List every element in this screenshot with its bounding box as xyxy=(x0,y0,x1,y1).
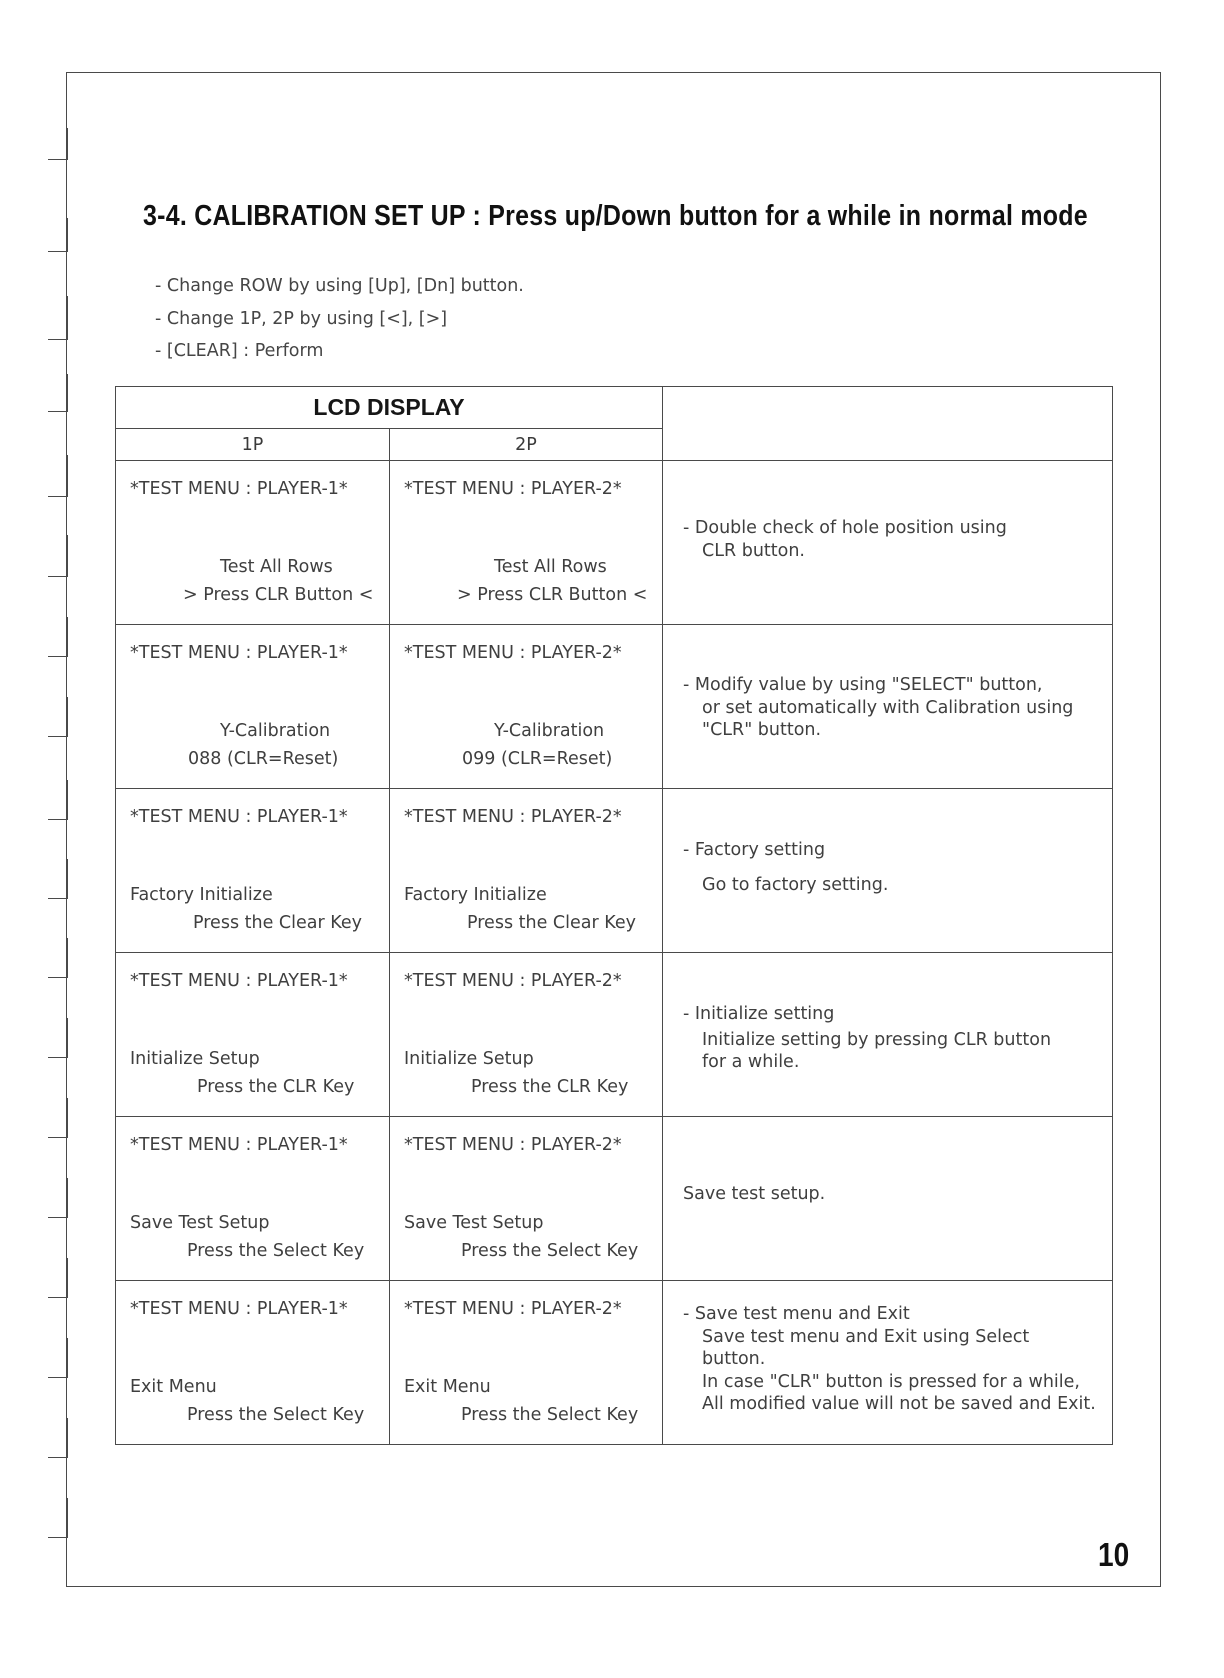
lcd-menu-line: *TEST MENU : PLAYER-1* xyxy=(130,807,348,827)
lcd-cell-2p xyxy=(390,953,663,1117)
lcd-menu-line: *TEST MENU : PLAYER-2* xyxy=(404,807,622,827)
binder-mark xyxy=(48,455,68,497)
instruction-item: - [CLEAR] : Perform xyxy=(155,341,324,361)
lcd-cell-2p xyxy=(390,789,663,953)
description-cell xyxy=(663,461,1113,625)
description-line: - Double check of hole position using xyxy=(683,518,1007,538)
lcd-line-4: 099 (CLR=Reset) xyxy=(462,749,613,769)
description-line: In case "CLR" button is pressed for a while, xyxy=(702,1371,1080,1392)
binder-mark xyxy=(48,1178,68,1218)
lcd-line-3: Exit Menu xyxy=(404,1377,491,1397)
binder-mark xyxy=(48,697,68,737)
lcd-menu-line: *TEST MENU : PLAYER-1* xyxy=(130,1135,348,1155)
table-row xyxy=(116,1117,1113,1281)
lcd-line-4: Press the Select Key xyxy=(187,1241,365,1261)
description-line: button. xyxy=(702,1349,766,1369)
lcd-line-4: Press the CLR Key xyxy=(471,1077,629,1097)
lcd-cell-2p xyxy=(390,1117,663,1281)
lcd-line-3: Test All Rows xyxy=(220,557,333,577)
table-row xyxy=(116,625,1113,789)
page-number: 10 xyxy=(1098,1536,1130,1573)
lcd-menu-line: *TEST MENU : PLAYER-2* xyxy=(404,1299,622,1319)
lcd-cell-2p xyxy=(390,1281,663,1445)
instruction-item: - Change ROW by using [Up], [Dn] button. xyxy=(155,276,524,296)
lcd-line-4: Press the Select Key xyxy=(461,1241,639,1261)
lcd-menu-line: *TEST MENU : PLAYER-1* xyxy=(130,479,348,499)
binder-mark xyxy=(48,1258,68,1298)
lcd-display-table xyxy=(115,386,1113,1445)
lcd-line-4: Press the Clear Key xyxy=(193,913,362,933)
binder-mark xyxy=(48,617,68,657)
binder-mark xyxy=(48,859,68,899)
description-line: - Modify value by using "SELECT" button, xyxy=(683,675,1043,695)
description-cell xyxy=(663,789,1113,953)
description-line: Initialize setting by pressing CLR button xyxy=(702,1029,1052,1050)
description-line: Go to factory setting. xyxy=(702,874,889,895)
lcd-line-4: 088 (CLR=Reset) xyxy=(188,749,339,769)
description-cell xyxy=(663,1117,1113,1281)
description-line: - Initialize setting xyxy=(683,1004,835,1024)
section-title: 3-4. CALIBRATION SET UP : Press up/Down button for a while in normal mode xyxy=(143,200,1088,232)
lcd-line-4: > Press CLR Button < xyxy=(183,585,374,605)
description-line: for a while. xyxy=(702,1052,800,1072)
lcd-cell-2p xyxy=(390,461,663,625)
description-cell xyxy=(663,625,1113,789)
description-line: "CLR" button. xyxy=(702,720,822,740)
description-line: Save test menu and Exit using Select xyxy=(702,1326,1030,1347)
lcd-cell-1p xyxy=(116,789,390,953)
lcd-line-3: Exit Menu xyxy=(130,1377,217,1397)
column-header-2p: 2P xyxy=(390,429,663,461)
lcd-line-4: Press the Select Key xyxy=(187,1405,365,1425)
binder-mark xyxy=(48,1098,68,1138)
binder-mark xyxy=(48,1498,68,1538)
binder-mark xyxy=(48,1418,68,1458)
lcd-cell-2p xyxy=(390,625,663,789)
description-line: - Save test menu and Exit xyxy=(683,1304,910,1324)
table-row xyxy=(116,1281,1113,1445)
lcd-line-4: Press the Clear Key xyxy=(467,913,636,933)
description-header xyxy=(663,387,1113,461)
binder-mark xyxy=(48,296,68,340)
lcd-cell-1p xyxy=(116,1117,390,1281)
description-cell xyxy=(663,953,1113,1117)
lcd-menu-line: *TEST MENU : PLAYER-1* xyxy=(130,643,348,663)
lcd-menu-line: *TEST MENU : PLAYER-1* xyxy=(130,971,348,991)
description-line: Save test setup. xyxy=(683,1184,826,1204)
lcd-cell-1p xyxy=(116,625,390,789)
table-row xyxy=(116,461,1113,625)
lcd-line-3: Save Test Setup xyxy=(130,1213,270,1233)
description-cell xyxy=(663,1281,1113,1445)
lcd-line-3: Save Test Setup xyxy=(404,1213,544,1233)
lcd-line-3: Initialize Setup xyxy=(404,1049,534,1069)
lcd-menu-line: *TEST MENU : PLAYER-2* xyxy=(404,971,622,991)
description-line: All modified value will not be saved and Exit. xyxy=(702,1394,1096,1414)
table-row xyxy=(116,789,1113,953)
lcd-line-4: Press the CLR Key xyxy=(197,1077,355,1097)
column-header-1p: 1P xyxy=(116,429,390,461)
lcd-menu-line: *TEST MENU : PLAYER-2* xyxy=(404,479,622,499)
lcd-menu-line: *TEST MENU : PLAYER-2* xyxy=(404,1135,622,1155)
binder-mark xyxy=(48,780,68,820)
lcd-line-3: Y-Calibration xyxy=(494,721,605,741)
lcd-cell-1p xyxy=(116,461,390,625)
lcd-cell-1p xyxy=(116,953,390,1117)
lcd-line-4: Press the Select Key xyxy=(461,1405,639,1425)
binder-mark xyxy=(48,374,68,412)
description-line: or set automatically with Calibration using xyxy=(702,697,1074,718)
binder-mark xyxy=(48,938,68,978)
table-row xyxy=(116,953,1113,1117)
lcd-line-3: Initialize Setup xyxy=(130,1049,260,1069)
description-line: CLR button. xyxy=(702,540,805,561)
lcd-line-3: Y-Calibration xyxy=(220,721,331,741)
binder-mark xyxy=(48,1018,68,1058)
binder-mark xyxy=(48,1338,68,1378)
description-line: - Factory setting xyxy=(683,840,826,860)
lcd-line-3: Test All Rows xyxy=(494,557,607,577)
lcd-line-4: > Press CLR Button < xyxy=(457,585,648,605)
instruction-item: - Change 1P, 2P by using [<], [>] xyxy=(155,308,448,329)
lcd-menu-line: *TEST MENU : PLAYER-2* xyxy=(404,643,622,663)
binder-mark xyxy=(48,535,68,577)
binder-mark xyxy=(48,128,68,160)
lcd-display-header: LCD DISPLAY xyxy=(116,387,663,429)
lcd-line-3: Factory Initialize xyxy=(130,885,273,905)
binder-mark xyxy=(48,218,68,252)
lcd-menu-line: *TEST MENU : PLAYER-1* xyxy=(130,1299,348,1319)
lcd-line-3: Factory Initialize xyxy=(404,885,547,905)
instruction-list xyxy=(155,270,524,368)
lcd-cell-1p xyxy=(116,1281,390,1445)
